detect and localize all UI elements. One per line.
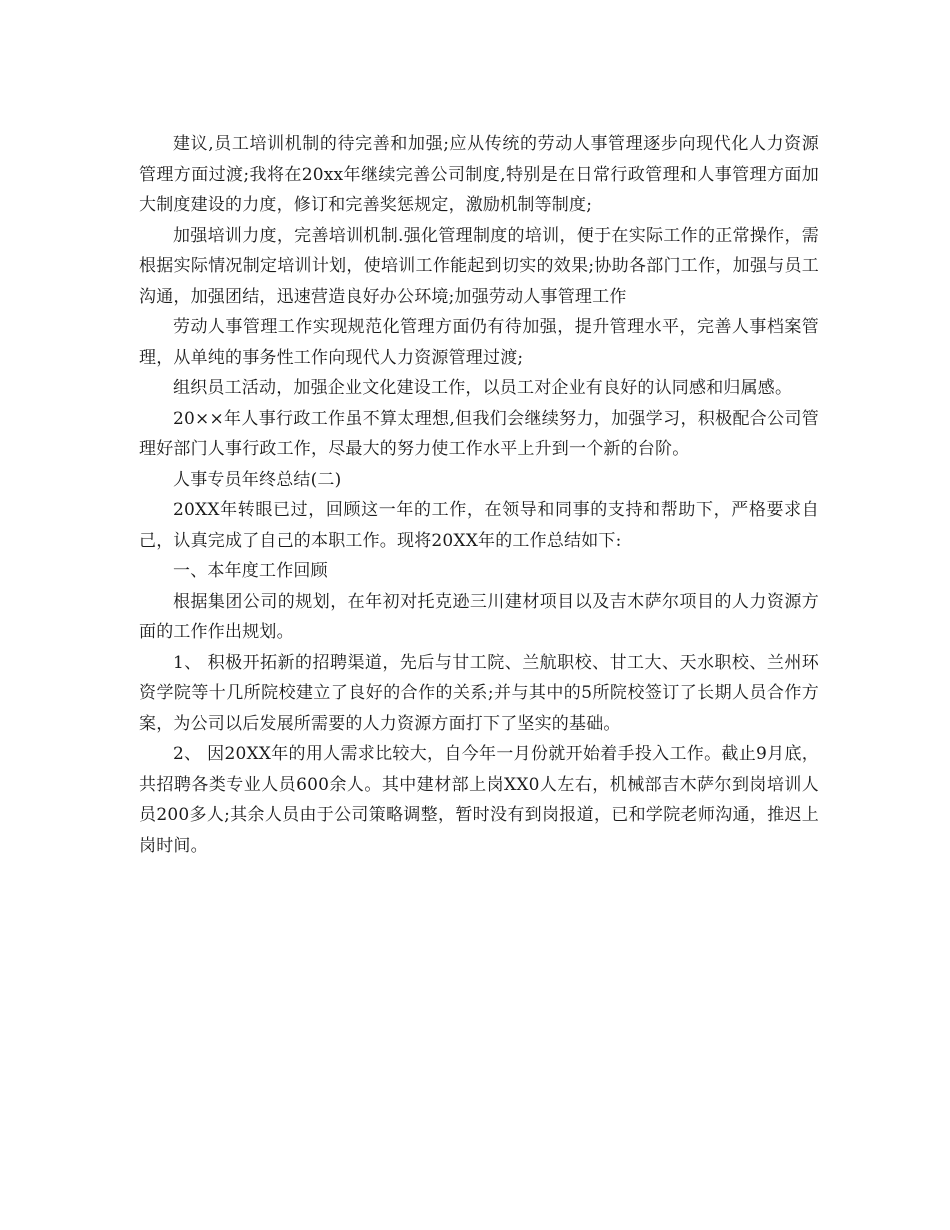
paragraph-employee-activities: 组织员工活动，加强企业文化建设工作，以员工对企业有良好的认同感和归属感。 xyxy=(173,378,793,398)
paragraph-training-mechanism: 建议,员工培训机制的待完善和加强;应从传统的劳动人事管理逐步向现代化人力资源管理方面过渡;我将在20xx年继续完善公司制度,特别是在日常行政管理和人事管理方面加大制度建设的力度，修订和完善奖惩规定，激励机制等制度; xyxy=(139,134,819,215)
paragraph-year-conclusion: 20××年人事行政工作虽不算太理想,但我们会继续努力，加强学习，积极配合公司管理好部门人事行政工作，尽最大的努力使工作水平上升到一个新的台阶。 xyxy=(139,408,819,459)
list-item-staffing-needs: 2、 因20XX年的用人需求比较大，自今年一月份就开始着手投入工作。截止9月底，共招聘各类专业人员600余人。其中建材部上岗XX0人左右，机械部吉木萨尔到岗培训人员200多人;其余人员由于公司策略调整，暂时没有到岗报道，已和学院老师沟通，推迟上岗时间。 xyxy=(139,744,819,856)
paragraph-hr-standardization: 劳动人事管理工作实现规范化管理方面仍有待加强，提升管理水平，完善人事档案管理，从单纯的事务性工作向现代人力资源管理过渡; xyxy=(139,317,819,368)
paragraph-training-strength: 加强培训力度，完善培训机制.强化管理制度的培训，便于在实际工作的正常操作，需根据实际情况制定培训计划，使培训工作能起到切实的效果;协助各部门工作，加强与员工沟通，加强团结，迅速营造良好办公环境;加强劳动人事管理工作 xyxy=(139,225,819,307)
paragraph-group-planning: 根据集团公司的规划，在年初对托克逊三川建材项目以及吉木萨尔项目的人力资源方面的工作作出规划。 xyxy=(139,591,819,642)
section-heading-summary-two: 人事专员年终总结(二) xyxy=(173,469,342,490)
document-body xyxy=(139,129,819,861)
paragraph-year-intro: 20XX年转眼已过，回顾这一年的工作，在领导和同事的支持和帮助下，严格要求自己，认真完成了自己的本职工作。现将20XX年的工作总结如下: xyxy=(139,500,819,551)
list-item-recruitment-channels: 1、 积极开拓新的招聘渠道，先后与甘工院、兰航职校、甘工大、天水职校、兰州环资学院等十几所院校建立了良好的合作的关系;并与其中的5所院校签订了长期人员合作方案，为公司以后发展所需要的人力资源方面打下了坚实的基础。 xyxy=(139,652,819,734)
section-heading-annual-review: 一、本年度工作回顾 xyxy=(173,561,328,581)
